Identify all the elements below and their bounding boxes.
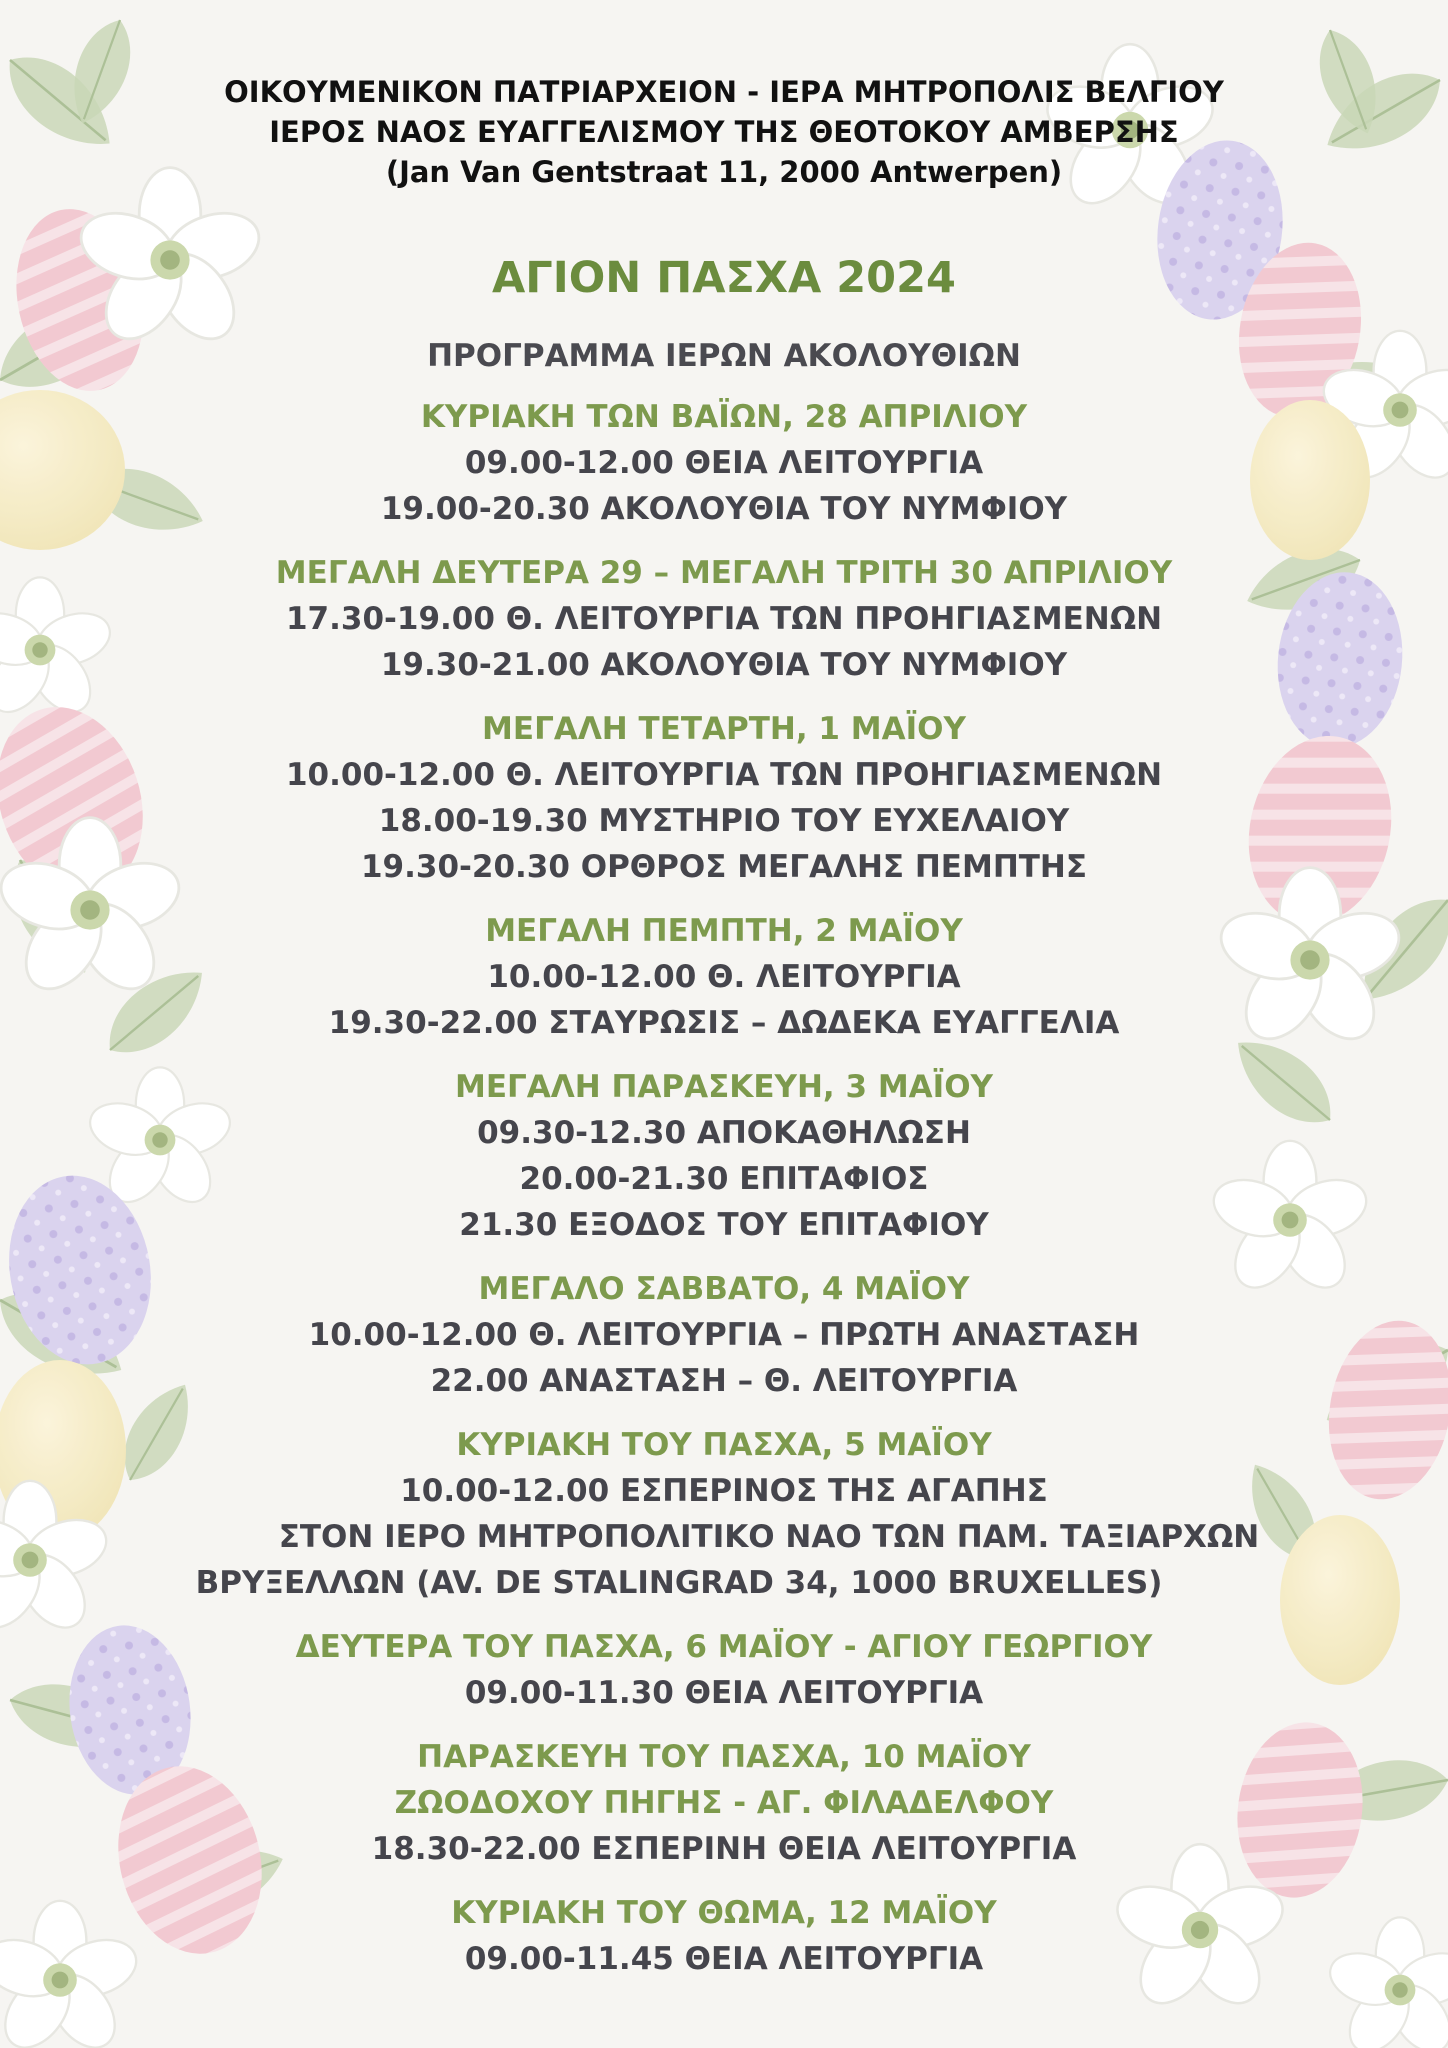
day-title: ΜΕΓΑΛΗ ΠΑΡΑΣΚΕΥΗ, 3 ΜΑΪΟΥ [454,1069,994,1105]
service-line: ΣΤΟΝ ΙΕΡΟ ΜΗΤΡΟΠΟΛΙΤΙΚΟ ΝΑΟ ΤΩΝ ΠΑΜ. ΤΑΞΙΑΡΧΩΝ [278,1519,1260,1555]
day-block [0,1266,1448,1404]
day-title: ΔΕΥΤΕΡΑ ΤΟΥ ΠΑΣΧΑ, 6 ΜΑΪΟΥ - ΑΓΙΟΥ ΓΕΩΡΓΙΟΥ [295,1629,1153,1665]
service-line: 19.30-20.30 ΟΡΘΡΟΣ ΜΕΓΑΛΗΣ ΠΕΜΠΤΗΣ [360,849,1088,885]
day-title: ΜΕΓΑΛΟ ΣΑΒΒΑΤΟ, 4 ΜΑΪΟΥ [478,1271,970,1307]
day-title: ΜΕΓΑΛΗ ΤΕΤΑΡΤΗ, 1 ΜΑΪΟΥ [482,711,966,747]
day-title: ΜΕΓΑΛΗ ΠΕΜΠΤΗ, 2 ΜΑΪΟΥ [485,913,963,949]
day-block [0,1734,1448,1872]
day-subtitle: ΖΩΟΔΟΧΟΥ ΠΗΓΗΣ - ΑΓ. ΦΙΛΑΔΕΛΦΟΥ [394,1785,1054,1821]
day-block [0,706,1448,890]
day-block [0,908,1448,1046]
service-line: 09.00-12.00 ΘΕΙΑ ΛΕΙΤΟΥΡΓΙΑ [464,445,984,481]
service-line: 21.30 ΕΞΟΔΟΣ ΤΟΥ ΕΠΙΤΑΦΙΟΥ [459,1207,989,1243]
service-line: 18.00-19.30 ΜΥΣΤΗΡΙΟ ΤΟΥ ΕΥΧΕΛΑΙΟΥ [378,803,1070,839]
service-line: 17.30-19.00 Θ. ΛΕΙΤΟΥΡΓΙΑ ΤΩΝ ΠΡΟΗΓΙΑΣΜΕΝΩΝ [285,601,1163,637]
day-title: ΜΕΓΑΛΗ ΔΕΥΤΕΡΑ 29 – ΜΕΓΑΛΗ ΤΡΙΤΗ 30 ΑΠΡΙΛΙΟΥ [275,555,1173,591]
page-subtitle: ΠΡΟΓΡΑΜΜΑ ΙΕΡΩΝ ΑΚΟΛΟΥΘΙΩΝ [427,338,1021,374]
day-block [0,394,1448,532]
day-title: ΚΥΡΙΑΚΗ ΤΟΥ ΘΩΜΑ, 12 ΜΑΪΟΥ [451,1895,997,1931]
day-title: ΚΥΡΙΑΚΗ ΤΟΥ ΠΑΣΧΑ, 5 ΜΑΪΟΥ [456,1427,992,1463]
service-line: 09.00-11.45 ΘΕΙΑ ΛΕΙΤΟΥΡΓΙΑ [464,1941,984,1977]
service-line: ΒΡΥΞΕΛΛΩΝ (AV. DE STALINGRAD 34, 1000 BRUXELLES) [195,1565,1163,1601]
day-block [0,550,1448,688]
service-line: 10.00-12.00 Θ. ΛΕΙΤΟΥΡΓΙΑ [487,959,961,995]
service-line: 09.30-12.30 ΑΠΟΚΑΘΗΛΩΣΗ [477,1115,971,1151]
page-title: ΑΓΙΟΝ ΠΑΣΧΑ 2024 [492,253,956,303]
service-line: 22.00 ΑΝΑΣΤΑΣΗ – Θ. ΛΕΙΤΟΥΡΓΙΑ [430,1363,1018,1399]
service-line: 09.00-11.30 ΘΕΙΑ ΛΕΙΤΟΥΡΓΙΑ [464,1675,984,1711]
day-block [0,1890,1448,1982]
service-line: 10.00-12.00 Θ. ΛΕΙΤΟΥΡΓΙΑ ΤΩΝ ΠΡΟΗΓΙΑΣΜΕΝΩΝ [285,757,1163,793]
service-line: 20.00-21.30 ΕΠΙΤΑΦΙΟΣ [519,1161,929,1197]
service-line: 18.30-22.00 ΕΣΠΕΡΙΝΗ ΘΕΙΑ ΛΕΙΤΟΥΡΓΙΑ [371,1831,1077,1867]
header-address: (Jan Van Gentstraat 11, 2000 Antwerpen) [385,155,1063,189]
service-line: 19.30-22.00 ΣΤΑΥΡΩΣΙΣ – ΔΩΔΕΚΑ ΕΥΑΓΓΕΛΙΑ [328,1005,1120,1041]
header-patriarchate: ΟΙΚΟΥΜΕΝΙΚΟΝ ΠΑΤΡΙΑΡΧΕΙΟΝ - ΙΕΡΑ ΜΗΤΡΟΠΟΛΙΣ ΒΕΛΓΙΟΥ [224,75,1224,109]
day-block [0,1624,1448,1716]
service-line: 10.00-12.00 Θ. ΛΕΙΤΟΥΡΓΙΑ – ΠΡΩΤΗ ΑΝΑΣΤΑΣΗ [308,1317,1140,1353]
header-church: ΙΕΡΟΣ ΝΑΟΣ ΕΥΑΓΓΕΛΙΣΜΟΥ ΤΗΣ ΘΕΟΤΟΚΟΥ ΑΜΒΕΡΣΗΣ [269,115,1179,149]
service-line: 10.00-12.00 ΕΣΠΕΡΙΝΟΣ ΤΗΣ ΑΓΑΠΗΣ [400,1473,1048,1509]
service-line: 19.00-20.30 ΑΚΟΛΟΥΘΙΑ ΤΟΥ ΝΥΜΦΙΟΥ [380,491,1068,527]
day-block [0,1064,1448,1248]
day-block [0,1422,1448,1606]
day-title: ΚΥΡΙΑΚΗ ΤΩΝ ΒΑΪΩΝ, 28 ΑΠΡΙΛΙΟΥ [420,399,1028,435]
day-title: ΠΑΡΑΣΚΕΥΗ ΤΟΥ ΠΑΣΧΑ, 10 ΜΑΪΟΥ [417,1739,1031,1775]
service-line: 19.30-21.00 ΑΚΟΛΟΥΘΙΑ ΤΟΥ ΝΥΜΦΙΟΥ [380,647,1068,683]
